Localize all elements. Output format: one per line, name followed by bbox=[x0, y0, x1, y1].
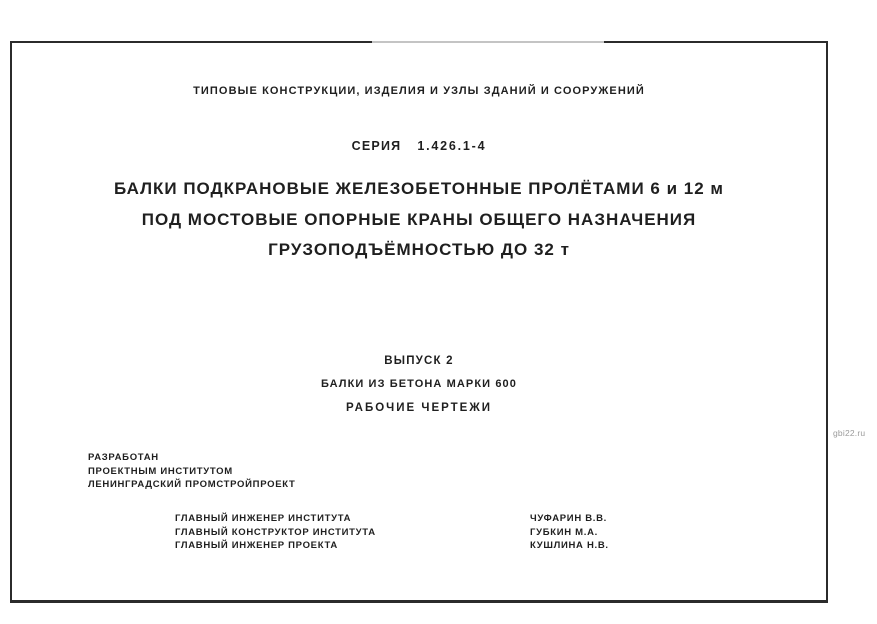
developer-line: РАЗРАБОТАН bbox=[88, 452, 159, 463]
developer-line: ЛЕНИНГРАДСКИЙ ПРОМСТРОЙПРОЕКТ bbox=[88, 479, 296, 490]
developer-block bbox=[88, 451, 295, 492]
signature-name: КУШЛИНА Н.В. bbox=[530, 540, 609, 551]
frame-faded-segment bbox=[372, 41, 604, 43]
developer-line: ПРОЕКТНЫМ ИНСТИТУТОМ bbox=[88, 465, 233, 477]
series-label: СЕРИЯ bbox=[351, 139, 402, 153]
issue-subtitle: БАЛКИ ИЗ БЕТОНА МАРКИ 600 bbox=[321, 378, 517, 390]
signature-row bbox=[175, 513, 655, 527]
signature-row bbox=[175, 527, 655, 541]
issue-label: ВЫПУСК 2 bbox=[384, 355, 454, 367]
series-number: 1.426.1-4 bbox=[417, 139, 487, 153]
catalog-header: ТИПОВЫЕ КОНСТРУКЦИИ, ИЗДЕЛИЯ И УЗЛЫ ЗДАНИЙ И СООРУЖЕНИЙ bbox=[193, 85, 645, 97]
signature-name: ГУБКИН М.А. bbox=[530, 526, 599, 538]
series-line bbox=[12, 139, 826, 153]
document-title-line-1: БАЛКИ ПОДКРАНОВЫЕ ЖЕЛЕЗОБЕТОННЫЕ ПРОЛЁТАМИ 6 и 12 м bbox=[114, 179, 724, 198]
document-title-line-3: ГРУЗОПОДЪЁМНОСТЬЮ ДО 32 т bbox=[268, 240, 570, 259]
signature-row bbox=[175, 540, 655, 554]
signature-role: ГЛАВНЫЙ ИНЖЕНЕР ПРОЕКТА bbox=[175, 540, 338, 551]
document-type-label: РАБОЧИЕ ЧЕРТЕЖИ bbox=[345, 402, 492, 414]
site-watermark: gbi22.ru bbox=[833, 428, 866, 438]
signature-block bbox=[175, 513, 655, 554]
document-title-line-2: ПОД МОСТОВЫЕ ОПОРНЫЕ КРАНЫ ОБЩЕГО НАЗНАЧЕНИЯ bbox=[141, 210, 697, 229]
signature-role: ГЛАВНЫЙ КОНСТРУКТОР ИНСТИТУТА bbox=[175, 526, 376, 538]
signature-role: ГЛАВНЫЙ ИНЖЕНЕР ИНСТИТУТА bbox=[175, 513, 352, 524]
signature-name: ЧУФАРИН В.В. bbox=[530, 513, 608, 524]
